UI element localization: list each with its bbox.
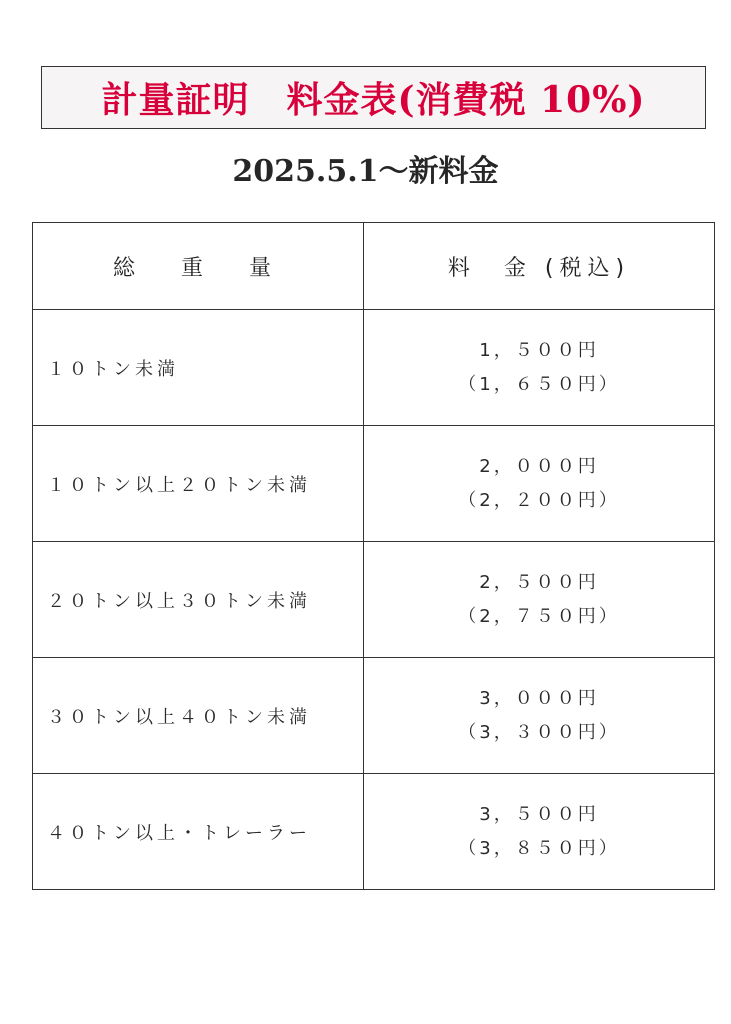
table-row (33, 542, 715, 658)
fee-cell (364, 542, 715, 658)
price-table (32, 222, 715, 890)
table-row (33, 658, 715, 774)
weight-cell: ２０トン以上３０トン未満 (33, 542, 364, 658)
weight-cell: ３０トン以上４０トン未満 (33, 658, 364, 774)
fee-price-with-tax: （3，８５０円） (458, 837, 620, 859)
weight-cell: １０トン未満 (33, 310, 364, 426)
header-fee: 料 金 (税込) (364, 223, 715, 310)
table-row (33, 426, 715, 542)
effective-date-subtitle: 2025.5.1〜新料金 (232, 154, 499, 189)
header-total-weight: 総 重 量 (33, 223, 364, 310)
fee-price-with-tax: （2，２００円） (458, 489, 620, 511)
fee-cell (364, 774, 715, 890)
table-header-row (33, 223, 715, 310)
fee-cell (364, 310, 715, 426)
fee-price: 2，０００円 (479, 455, 599, 477)
title-banner (41, 66, 706, 129)
weight-cell: １０トン以上２０トン未満 (33, 426, 364, 542)
fee-cell (364, 426, 715, 542)
fee-price: 1，５００円 (479, 339, 599, 361)
fee-price-with-tax: （1，６５０円） (458, 373, 620, 395)
fee-price: 3，５００円 (479, 803, 599, 825)
table-row (33, 310, 715, 426)
fee-price: 2，５００円 (479, 571, 599, 593)
table-row (33, 774, 715, 890)
fee-cell (364, 658, 715, 774)
weight-cell: ４０トン以上・トレーラー (33, 774, 364, 890)
page-title: 計量証明 料金表(消費税 10%) (101, 79, 646, 121)
fee-price-with-tax: （3，３００円） (458, 721, 620, 743)
fee-price-with-tax: （2，７５０円） (458, 605, 620, 627)
fee-price: 3，０００円 (479, 687, 599, 709)
